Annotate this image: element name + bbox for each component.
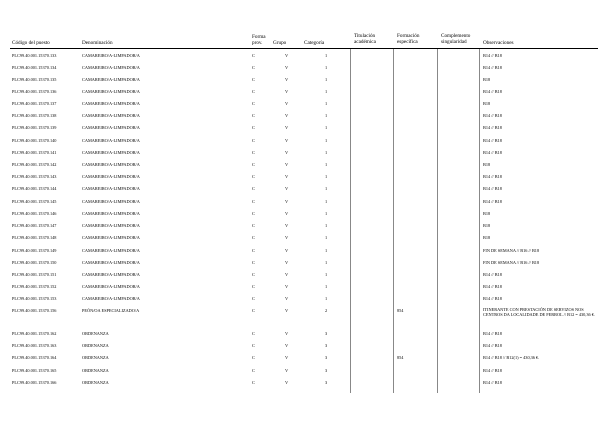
cell-codigo: PLC99.40.001.15370.137 bbox=[12, 101, 57, 106]
cell-grupo: V bbox=[285, 53, 289, 58]
cell-categoria: 1 bbox=[325, 77, 328, 82]
cell-categoria: 1 bbox=[325, 296, 328, 301]
cell-observaciones: B14 // B18 bbox=[483, 380, 502, 385]
cell-forma: C bbox=[252, 125, 255, 130]
cell-denominacion: ORDENANZA bbox=[82, 331, 109, 336]
cell-codigo: PLC99.40.001.15370.136 bbox=[12, 89, 57, 94]
table-row bbox=[0, 223, 615, 235]
cell-codigo: PLC99.40.001.15370.148 bbox=[12, 235, 57, 240]
header-codigo: Código del puesto bbox=[12, 40, 50, 46]
cell-categoria: 3 bbox=[325, 331, 328, 336]
cell-denominacion: PEÓN/OA ESPECIALIZADO/A bbox=[82, 308, 140, 313]
cell-denominacion: CAMAREIRO/A-LIMPADOR/A bbox=[82, 125, 140, 130]
cell-observaciones: B14 // B18 bbox=[483, 113, 502, 118]
cell-categoria: 1 bbox=[325, 101, 328, 106]
cell-denominacion: ORDENANZA bbox=[82, 368, 109, 373]
cell-grupo: V bbox=[285, 368, 289, 373]
cell-categoria: 1 bbox=[325, 284, 328, 289]
cell-grupo: V bbox=[285, 235, 289, 240]
cell-observaciones: ITINERANTE CON PRESTACIÓN DE SERVIZOS NOS CENTROS DA LOCALIDADE DE FERROL // B12 = 430,36 €. bbox=[483, 307, 595, 317]
cell-grupo: V bbox=[285, 162, 289, 167]
cell-denominacion: CAMAREIRO/A-LIMPADOR/A bbox=[82, 296, 140, 301]
cell-grupo: V bbox=[285, 113, 289, 118]
table-row bbox=[0, 101, 615, 113]
cell-grupo: V bbox=[285, 138, 289, 143]
cell-denominacion: CAMAREIRO/A-LIMPADOR/A bbox=[82, 113, 140, 118]
header-titulacion-line1: Titulación bbox=[354, 33, 376, 39]
cell-categoria: 3 bbox=[325, 368, 328, 373]
table-row bbox=[0, 150, 615, 162]
cell-forma: C bbox=[252, 308, 255, 313]
header-rule bbox=[10, 48, 598, 49]
table-row bbox=[0, 174, 615, 186]
cell-observaciones: B14 // B18 bbox=[483, 65, 502, 70]
cell-codigo: PLC99.40.001.15370.141 bbox=[12, 150, 57, 155]
cell-grupo: V bbox=[285, 355, 289, 360]
cell-categoria: 1 bbox=[325, 186, 328, 191]
cell-forma: C bbox=[252, 272, 255, 277]
cell-observaciones: B14 // B18 // B12(1) = 430,36 €. bbox=[483, 355, 540, 360]
cell-categoria: 1 bbox=[325, 174, 328, 179]
cell-forma: C bbox=[252, 113, 255, 118]
header-observaciones: Observaciones bbox=[483, 40, 514, 46]
cell-codigo: PLC99.40.001.15370.146 bbox=[12, 211, 57, 216]
header-formacion-line1: Formación bbox=[397, 33, 420, 39]
cell-denominacion: CAMAREIRO/A-LIMPADOR/A bbox=[82, 53, 140, 58]
cell-forma: C bbox=[252, 296, 255, 301]
table-row bbox=[0, 368, 615, 380]
cell-codigo: PLC99.40.001.15370.147 bbox=[12, 223, 57, 228]
cell-codigo: PLC99.40.001.15370.165 bbox=[12, 368, 57, 373]
cell-categoria: 1 bbox=[325, 260, 328, 265]
header-forma-line2: prov. bbox=[252, 40, 263, 46]
cell-categoria: 1 bbox=[325, 125, 328, 130]
header-formacion-line2: específica bbox=[397, 39, 418, 45]
table-row bbox=[0, 125, 615, 137]
cell-forma: C bbox=[252, 284, 255, 289]
cell-forma: C bbox=[252, 248, 255, 253]
cell-denominacion: CAMAREIRO/A-LIMPADOR/A bbox=[82, 150, 140, 155]
table-row bbox=[0, 355, 615, 367]
cell-categoria: 1 bbox=[325, 138, 328, 143]
cell-categoria: 1 bbox=[325, 223, 328, 228]
cell-denominacion: ORDENANZA bbox=[82, 343, 109, 348]
cell-categoria: 1 bbox=[325, 150, 328, 155]
cell-observaciones: B18 bbox=[483, 211, 491, 216]
cell-forma: C bbox=[252, 223, 255, 228]
cell-forma: C bbox=[252, 331, 255, 336]
cell-observaciones: B14 // B18 bbox=[483, 89, 502, 94]
cell-codigo: PLC99.40.001.15370.139 bbox=[12, 125, 57, 130]
cell-grupo: V bbox=[285, 331, 289, 336]
cell-observaciones: FIN DE SEMANA // B16 // B18 bbox=[483, 248, 540, 253]
cell-denominacion: CAMAREIRO/A-LIMPADOR/A bbox=[82, 65, 140, 70]
cell-denominacion: CAMAREIRO/A-LIMPADOR/A bbox=[82, 101, 140, 106]
cell-observaciones: B14 // B18 bbox=[483, 296, 502, 301]
cell-observaciones: B14 // B18 bbox=[483, 368, 502, 373]
cell-denominacion: CAMAREIRO/A-LIMPADOR/A bbox=[82, 162, 140, 167]
table-row bbox=[0, 138, 615, 150]
cell-denominacion: ORDENANZA bbox=[82, 355, 109, 360]
cell-grupo: V bbox=[285, 174, 289, 179]
cell-denominacion: ORDENANZA bbox=[82, 380, 109, 385]
cell-grupo: V bbox=[285, 65, 289, 70]
cell-forma: C bbox=[252, 235, 255, 240]
cell-grupo: V bbox=[285, 125, 289, 130]
cell-denominacion: CAMAREIRO/A-LIMPADOR/A bbox=[82, 248, 140, 253]
header-denominacion: Denominación bbox=[82, 40, 113, 46]
cell-denominacion: CAMAREIRO/A-LIMPADOR/A bbox=[82, 199, 140, 204]
cell-codigo: PLC99.40.001.15370.166 bbox=[12, 380, 57, 385]
cell-grupo: V bbox=[285, 260, 289, 265]
cell-categoria: 1 bbox=[325, 113, 328, 118]
cell-categoria: 3 bbox=[325, 343, 328, 348]
cell-grupo: V bbox=[285, 223, 289, 228]
cell-grupo: V bbox=[285, 343, 289, 348]
cell-codigo: PLC99.40.001.15370.151 bbox=[12, 272, 57, 277]
cell-codigo: PLC99.40.001.15370.145 bbox=[12, 199, 57, 204]
cell-forma: C bbox=[252, 260, 255, 265]
cell-grupo: V bbox=[285, 272, 289, 277]
header-grupo: Grupo bbox=[273, 40, 287, 46]
cell-codigo: PLC99.40.001.15370.144 bbox=[12, 186, 57, 191]
cell-forma: C bbox=[252, 162, 255, 167]
table-row bbox=[0, 186, 615, 198]
table-row bbox=[0, 284, 615, 296]
cell-grupo: V bbox=[285, 284, 289, 289]
table-row bbox=[0, 343, 615, 355]
cell-codigo: PLC99.40.001.15370.163 bbox=[12, 343, 57, 348]
cell-grupo: V bbox=[285, 77, 289, 82]
header-complemento-line2: singularidad bbox=[441, 39, 467, 45]
table-row bbox=[0, 380, 615, 392]
table-row bbox=[0, 113, 615, 125]
cell-observaciones: B14 // B18 bbox=[483, 53, 502, 58]
cell-forma: C bbox=[252, 186, 255, 191]
cell-codigo: PLC99.40.001.15370.142 bbox=[12, 162, 57, 167]
cell-observaciones: B14 // B18 bbox=[483, 199, 502, 204]
cell-categoria: 1 bbox=[325, 272, 328, 277]
cell-observaciones: B14 // B18 bbox=[483, 125, 502, 130]
cell-forma: C bbox=[252, 138, 255, 143]
cell-observaciones: B18 bbox=[483, 77, 491, 82]
cell-grupo: V bbox=[285, 308, 289, 313]
cell-denominacion: CAMAREIRO/A-LIMPADOR/A bbox=[82, 174, 140, 179]
cell-formacion: 854 bbox=[397, 308, 404, 313]
cell-observaciones: B14 // B18 bbox=[483, 343, 502, 348]
table-row bbox=[0, 248, 615, 260]
cell-observaciones: B14 // B18 bbox=[483, 284, 502, 289]
cell-codigo: PLC99.40.001.15370.135 bbox=[12, 77, 57, 82]
cell-denominacion: CAMAREIRO/A-LIMPADOR/A bbox=[82, 272, 140, 277]
table-row bbox=[0, 308, 615, 320]
cell-denominacion: CAMAREIRO/A-LIMPADOR/A bbox=[82, 223, 140, 228]
cell-categoria: 3 bbox=[325, 380, 328, 385]
cell-observaciones: B14 // B18 bbox=[483, 331, 502, 336]
header-complemento-line1: Complemento bbox=[441, 33, 471, 39]
cell-categoria: 1 bbox=[325, 248, 328, 253]
table-row bbox=[0, 77, 615, 89]
cell-codigo: PLC99.40.001.15370.134 bbox=[12, 65, 57, 70]
header-forma-line1: Forma bbox=[252, 34, 266, 40]
cell-grupo: V bbox=[285, 296, 289, 301]
table-row bbox=[0, 162, 615, 174]
cell-grupo: V bbox=[285, 211, 289, 216]
cell-denominacion: CAMAREIRO/A-LIMPADOR/A bbox=[82, 89, 140, 94]
cell-categoria: 1 bbox=[325, 162, 328, 167]
cell-forma: C bbox=[252, 199, 255, 204]
header-categoria: Categoría bbox=[304, 40, 325, 46]
cell-categoria: 1 bbox=[325, 235, 328, 240]
cell-categoria: 1 bbox=[325, 199, 328, 204]
cell-observaciones: B14 // B18 bbox=[483, 186, 502, 191]
table-row bbox=[0, 260, 615, 272]
table-row bbox=[0, 272, 615, 284]
cell-observaciones: B14 // B18 bbox=[483, 174, 502, 179]
cell-grupo: V bbox=[285, 89, 289, 94]
table-row bbox=[0, 235, 615, 247]
cell-codigo: PLC99.40.001.15370.133 bbox=[12, 53, 57, 58]
cell-forma: C bbox=[252, 150, 255, 155]
cell-codigo: PLC99.40.001.15370.143 bbox=[12, 174, 57, 179]
cell-forma: C bbox=[252, 343, 255, 348]
cell-forma: C bbox=[252, 101, 255, 106]
cell-denominacion: CAMAREIRO/A-LIMPADOR/A bbox=[82, 235, 140, 240]
cell-observaciones: FIN DE SEMANA // B16 // B18 bbox=[483, 260, 540, 265]
table-row bbox=[0, 211, 615, 223]
cell-forma: C bbox=[252, 65, 255, 70]
cell-observaciones: B18 bbox=[483, 162, 491, 167]
cell-forma: C bbox=[252, 77, 255, 82]
cell-categoria: 3 bbox=[325, 355, 328, 360]
table-row bbox=[0, 53, 615, 65]
cell-codigo: PLC99.40.001.15370.153 bbox=[12, 296, 57, 301]
cell-forma: C bbox=[252, 53, 255, 58]
cell-categoria: 2 bbox=[325, 308, 328, 313]
cell-codigo: PLC99.40.001.15370.150 bbox=[12, 260, 57, 265]
cell-denominacion: CAMAREIRO/A-LIMPADOR/A bbox=[82, 77, 140, 82]
cell-observaciones: B14 // B18 bbox=[483, 150, 502, 155]
header-titulacion-line2: académica bbox=[354, 39, 376, 45]
cell-denominacion: CAMAREIRO/A-LIMPADOR/A bbox=[82, 138, 140, 143]
cell-forma: C bbox=[252, 380, 255, 385]
cell-denominacion: CAMAREIRO/A-LIMPADOR/A bbox=[82, 260, 140, 265]
cell-codigo: PLC99.40.001.15370.164 bbox=[12, 355, 57, 360]
cell-codigo: PLC99.40.001.15370.152 bbox=[12, 284, 57, 289]
cell-grupo: V bbox=[285, 248, 289, 253]
cell-categoria: 1 bbox=[325, 53, 328, 58]
cell-forma: C bbox=[252, 368, 255, 373]
cell-grupo: V bbox=[285, 150, 289, 155]
cell-forma: C bbox=[252, 89, 255, 94]
cell-codigo: PLC99.40.001.15370.162 bbox=[12, 331, 57, 336]
cell-observaciones: B14 // B18 bbox=[483, 138, 502, 143]
cell-grupo: V bbox=[285, 101, 289, 106]
cell-categoria: 1 bbox=[325, 89, 328, 94]
table-row bbox=[0, 331, 615, 343]
cell-observaciones: B18 bbox=[483, 235, 491, 240]
cell-codigo: PLC99.40.001.15370.138 bbox=[12, 113, 57, 118]
cell-categoria: 1 bbox=[325, 65, 328, 70]
cell-denominacion: CAMAREIRO/A-LIMPADOR/A bbox=[82, 211, 140, 216]
table-row bbox=[0, 65, 615, 77]
cell-forma: C bbox=[252, 355, 255, 360]
cell-denominacion: CAMAREIRO/A-LIMPADOR/A bbox=[82, 284, 140, 289]
cell-forma: C bbox=[252, 211, 255, 216]
cell-categoria: 1 bbox=[325, 211, 328, 216]
cell-codigo: PLC99.40.001.15370.149 bbox=[12, 248, 57, 253]
cell-observaciones: B14 // B18 bbox=[483, 272, 502, 277]
cell-codigo: PLC99.40.001.15370.140 bbox=[12, 138, 57, 143]
cell-grupo: V bbox=[285, 380, 289, 385]
cell-grupo: V bbox=[285, 199, 289, 204]
table-row bbox=[0, 199, 615, 211]
cell-grupo: V bbox=[285, 186, 289, 191]
cell-denominacion: CAMAREIRO/A-LIMPADOR/A bbox=[82, 186, 140, 191]
cell-formacion: 854 bbox=[397, 355, 404, 360]
table-row bbox=[0, 89, 615, 101]
cell-codigo: PLC99.40.001.15370.156 bbox=[12, 308, 57, 313]
cell-forma: C bbox=[252, 174, 255, 179]
cell-observaciones: B18 bbox=[483, 101, 491, 106]
cell-observaciones: B18 bbox=[483, 223, 491, 228]
